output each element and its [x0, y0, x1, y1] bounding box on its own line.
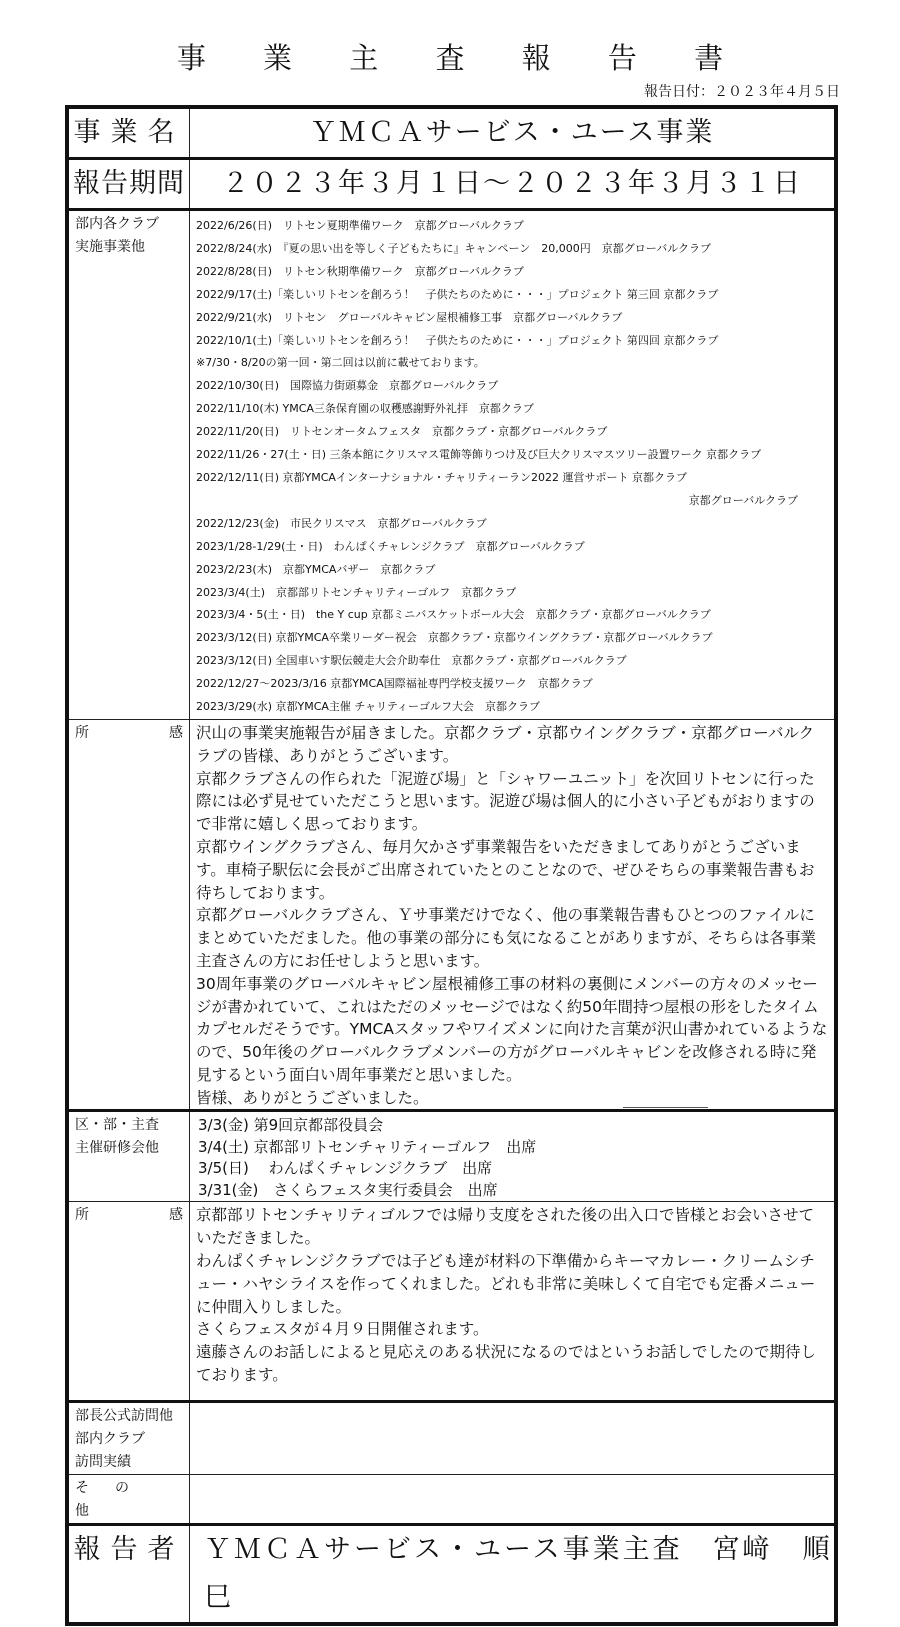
others-row	[67, 1475, 836, 1525]
paragraph: 遠藤さんのお話しによると見応えのある状況になるのではというお話しでしたので期待しております。	[196, 1343, 817, 1385]
reporter-label: 報告者	[67, 1525, 190, 1625]
list-item: 2022/10/30(日) 国際協力街頭募金 京都グローバルクラブ	[196, 379, 499, 393]
meetings-list	[190, 1111, 837, 1202]
document-title: 事 業 主 査 報 告 書	[176, 41, 748, 75]
list-item: 3/5(日) わんぱくチャレンジクラブ 出席	[198, 1159, 493, 1178]
others-label: その他	[67, 1475, 190, 1525]
list-item: 2022/9/21(水) リトセン グローバルキャビン屋根補修工事 京都グローバルクラブ	[196, 310, 623, 324]
activities-label	[67, 210, 190, 720]
project-row	[67, 107, 836, 159]
list-item: 2022/10/1(土)「楽しいリトセンを創ろう！ 子供たちのために・・・」プロジェクト 第四回 京都クラブ	[196, 333, 719, 347]
project-value: ＹＭＣＡサービス・ユース事業	[190, 107, 837, 159]
list-note: ※7/30・8/20の第一回・第二回は以前に載せております。	[196, 356, 485, 370]
report-form	[65, 105, 838, 1626]
reporter-row	[67, 1525, 836, 1625]
list-item: 2023/3/29(水) 京都YMCA主催 チャリティーゴルフ大会 京都クラブ	[196, 700, 540, 714]
period-row	[67, 159, 836, 210]
activities-label-line-2: 実施事業他	[75, 239, 145, 255]
report-date: 報告日付：２０２３年４月５日	[644, 84, 840, 100]
meetings-label-line-2: 主催研修会他	[75, 1140, 159, 1157]
list-item: 3/3(金) 第9回京都部役員会	[198, 1116, 384, 1135]
list-item: 2022/12/11(日) 京都YMCAインターナショナル・チャリティーラン2022 運営サポート 京都クラブ	[196, 470, 688, 484]
visits-value	[190, 1402, 837, 1475]
project-label: 事業名	[67, 107, 190, 159]
list-item: 2023/1/28-1/29(土・日) わんぱくチャレンジクラブ 京都グローバルクラブ	[196, 539, 585, 553]
impressions2-row	[67, 1202, 836, 1402]
list-item: 2022/9/17(土)「楽しいリトセンを創ろう！ 子供たちのために・・・」プロジェクト 第三回 京都クラブ	[196, 287, 719, 301]
others-value	[190, 1475, 837, 1525]
paragraph: 京都クラブさんの作られた「泥遊び場」と「シャワーユニット」を次回リトセンに行った際には必ず見せていただこうと思います。泥遊び場は個人的に小さい子どもがおりますので非常に嬉しく思っております。	[196, 769, 815, 834]
paragraph: さくらフェスタが４月９日開催されます。	[196, 1320, 489, 1339]
period-value: ２０２３年３月１日～２０２３年３月３１日	[190, 159, 837, 210]
list-item: 2023/3/12(日) 京都YMCA卒業リーダー祝会 京都クラブ・京都ウイングクラブ・京都グローバルクラブ	[196, 631, 713, 645]
list-item: 2022/11/20(日) リトセンオータムフェスタ 京都クラブ・京都グローバルクラブ	[196, 425, 608, 439]
paragraph: 沢山の事業実施報告が届きました。京都クラブ・京都ウイングクラブ・京都グローバルクラブの皆様、ありがとうございます。	[196, 723, 815, 765]
paragraph: 京都部リトセンチャリティゴルフでは帰り支度をされた後の出入口で皆様とお会いさせていただきました。	[196, 1206, 814, 1248]
activities-row	[67, 210, 836, 720]
list-item: 3/4(土) 京都部リトセンチャリティーゴルフ 出席	[198, 1137, 537, 1156]
list-item: 2023/2/23(木) 京都YMCAバザー 京都クラブ	[196, 562, 436, 576]
paragraph: 皆様、ありがとうございました。	[196, 1088, 429, 1107]
paragraph: 30周年事業のグローバルキャビン屋根補修工事の材料の裏側にメンバーの方々のメッセージが書かれていて、これはただのメッセージではなく約50年間持つ屋根の形をしたタイムカプセルだそうです。YMCAスタッフやワイズメンに向けた言葉が沢山書かれているようなので、50年後のグローバルクラブメンバーの方がグローバルキャビンを改修される時に発見するという面白い周年事業だと思いました。	[196, 974, 828, 1084]
paragraph: わんぱくチャレンジクラブでは子ども達が材料の下準備からキーマカレー・クリームシチュー・ハヤシライスを作ってくれました。どれも非常に美味しくて自宅でも定番メニューに仲間入りしました。	[196, 1252, 816, 1316]
list-item: 2022/11/26・27(土・日) 三条本館にクリスマス電飾等飾りつけ及び巨大クリスマスツリー設置ワーク 京都クラブ	[196, 448, 762, 462]
list-item: 2022/12/27～2023/3/16 京都YMCA国際福祉専門学校支援ワーク 京都クラブ	[196, 677, 593, 691]
list-item: 2023/3/12(日) 全国車いす駅伝競走大会介助奉仕 京都クラブ・京都グローバルクラブ	[196, 654, 627, 668]
list-item: 3/31(金) さくらフェスタ実行委員会 出席	[198, 1180, 498, 1199]
list-item: 2023/3/4(土) 京都部リトセンチャリティーゴルフ 京都クラブ	[196, 585, 517, 599]
reporter-value: ＹＭＣＡサービス・ユース事業主査 宮﨑 順巳	[190, 1525, 837, 1625]
activities-list	[190, 210, 837, 720]
list-item: 2022/6/26(日) リトセン夏期準備ワーク 京都グローバルクラブ	[196, 219, 524, 232]
period-label: 報告期間	[67, 159, 190, 210]
impressions1-text	[190, 719, 837, 1111]
paragraph: 京都ウイングクラブさん、毎月欠かさず事業報告をいただきましてありがとうございます。車椅子駅伝に会長がご出席されていたとのことなので、ぜひそちらの事業報告書もお待ちしております。	[196, 837, 815, 902]
visits-label: 部長公式訪問他 部内クラブ 訪問実績	[67, 1402, 190, 1475]
meetings-label	[67, 1111, 190, 1202]
list-item: 2022/8/24(水) 『夏の思い出を等しく子どもたちに』キャンペーン 20,000円 京都グローバルクラブ	[196, 241, 711, 255]
list-item: 2022/12/23(金) 市民クリスマス 京都グローバルクラブ	[196, 516, 487, 530]
list-item: 2022/8/28(日) リトセン秋期準備ワーク 京都グローバルクラブ	[196, 264, 524, 278]
list-item: 2023/3/4・5(土・日) the Y cup 京都ミニバスケットボール大会 京都クラブ・京都グローバルクラブ	[196, 608, 711, 622]
meetings-row	[67, 1111, 836, 1202]
visits-row	[67, 1402, 836, 1475]
list-item-continuation: 京都グローバルクラブ	[688, 493, 798, 507]
impressions2-text	[190, 1202, 837, 1402]
activities-label-line-1: 部内各クラブ	[75, 216, 159, 232]
signature-line	[623, 1107, 708, 1108]
impressions1-label: 所 感	[67, 719, 190, 1111]
impressions2-label: 所 感	[67, 1202, 190, 1402]
list-item: 2022/11/10(木) YMCA三条保育園の収穫感謝野外礼拝 京都クラブ	[196, 402, 534, 416]
meetings-label-line-1: 区・部・主査	[75, 1117, 159, 1134]
impressions1-row	[67, 719, 836, 1111]
paragraph: 京都グローバルクラブさん、Ｙサ事業だけでなく、他の事業報告書もひとつのファイルにまとめていただました。他の事業の部分にも気になることがありますが、そちらは各事業主査さんの方にお任せしようと思います。	[196, 906, 817, 970]
